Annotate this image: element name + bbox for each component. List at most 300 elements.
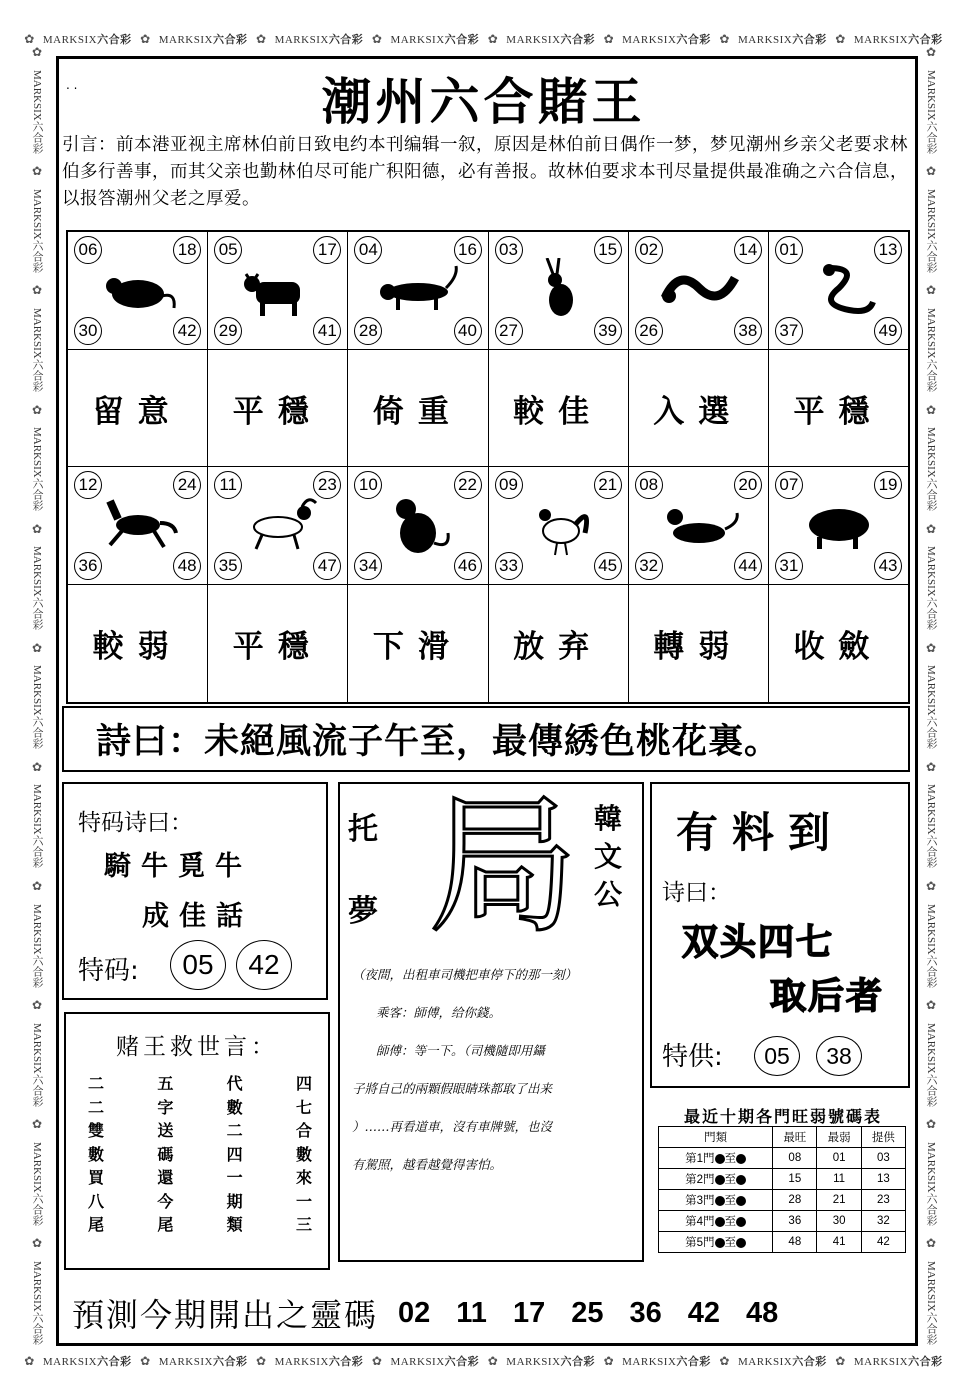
zodiac-status-word: 較弱 <box>68 585 208 702</box>
zodiac-word-row-2 <box>68 585 908 702</box>
zodiac-image-row-1 <box>68 232 908 350</box>
zodiac-status-word: 倚重 <box>348 350 488 467</box>
door-label: 第5門 <box>685 1237 715 1249</box>
brand-logo <box>506 1353 595 1369</box>
horse-icon <box>98 493 178 557</box>
brand-logo <box>923 427 939 511</box>
gambler-char: 七 <box>295 1097 312 1117</box>
brand-text: MARKSIX <box>506 1356 561 1368</box>
zodiac-cell <box>208 467 348 585</box>
brand-logo <box>923 784 939 868</box>
brand-text-cn: 六合彩 <box>31 120 43 154</box>
flower-icon: ✿ <box>31 521 43 536</box>
brand-text-cn: 六合彩 <box>925 358 937 392</box>
zodiac-cell <box>629 232 769 350</box>
gambler-char: 八 <box>88 1191 105 1211</box>
ball-icon <box>715 1196 725 1206</box>
brand-logo <box>29 1023 45 1107</box>
gambler-char: 今 <box>157 1191 174 1211</box>
brand-logo <box>275 1353 364 1369</box>
zodiac-number: 30 <box>74 317 102 345</box>
dream-box <box>338 782 644 1262</box>
prediction-number: 42 <box>687 1296 721 1329</box>
cold-cell: 11 <box>817 1169 861 1190</box>
brand-text-cn: 六合彩 <box>328 33 364 46</box>
brand-text: MARKSIX <box>506 34 561 46</box>
brand-text-cn: 六合彩 <box>31 358 43 392</box>
record-table-title: 最近十期各門旺弱號碼表 <box>683 1107 882 1126</box>
brand-text: MARKSIX <box>925 308 937 359</box>
zodiac-image-row-2 <box>68 467 908 585</box>
brand-text: MARKSIX <box>925 1260 937 1312</box>
hot-cell: 08 <box>773 1148 817 1169</box>
zodiac-number: 14 <box>734 236 762 264</box>
flower-icon: ✿ <box>603 32 614 46</box>
brand-text: MARKSIX <box>925 1022 937 1074</box>
door-label: 第1門 <box>685 1153 715 1165</box>
zodiac-number: 03 <box>495 236 523 264</box>
story-line: 有駕照，越看越覺得害怕。 <box>352 1157 503 1172</box>
flower-icon: ✿ <box>925 521 937 536</box>
zodiac-cell <box>489 232 629 350</box>
brand-text: MARKSIX <box>31 1260 43 1312</box>
gambler-char: 數 <box>88 1144 105 1164</box>
gambler-char: 買 <box>88 1168 105 1187</box>
zodiac-number: 23 <box>313 471 341 499</box>
zodiac-number: 20 <box>734 471 762 499</box>
flower-icon: ✿ <box>719 32 730 46</box>
dream-author <box>594 800 622 914</box>
left-border-strip <box>26 40 48 1350</box>
zodiac-number: 40 <box>454 317 482 345</box>
flower-icon: ✿ <box>140 32 151 46</box>
flower-icon: ✿ <box>835 32 846 46</box>
brand-text-cn: 六合彩 <box>792 33 827 46</box>
gambler-char: 數 <box>226 1097 243 1117</box>
brand-text: MARKSIX <box>622 1356 677 1368</box>
dream-label-2: 夢 <box>348 894 378 929</box>
brand-text: MARKSIX <box>390 34 445 46</box>
zodiac-cell <box>68 467 208 585</box>
flower-icon: ✿ <box>487 32 498 46</box>
zodiac-cell <box>68 232 208 350</box>
gambler-char: 二 <box>88 1074 105 1093</box>
zodiac-number: 09 <box>495 471 523 499</box>
zodiac-number: 38 <box>734 317 762 345</box>
gambler-column <box>227 1072 243 1237</box>
brand-text: MARKSIX <box>925 665 937 717</box>
prediction-number: 36 <box>629 1296 662 1329</box>
brand-text: MARKSIX <box>31 546 43 598</box>
brand-text-cn: 六合彩 <box>908 1355 943 1368</box>
gambler-column <box>296 1072 312 1237</box>
zodiac-number: 15 <box>594 236 622 264</box>
ox-icon <box>238 258 318 322</box>
brand-text: MARKSIX <box>31 308 43 359</box>
zodiac-status-word: 下滑 <box>348 585 488 702</box>
zodiac-number: 37 <box>775 317 803 345</box>
zodiac-number: 47 <box>313 552 341 580</box>
gambler-char: 三 <box>295 1215 312 1234</box>
flower-icon: ✿ <box>835 1354 846 1368</box>
prediction-label: 預測今期開出之靈碼 <box>72 1296 379 1334</box>
youliao-poem-line-2: 取后者 <box>770 976 885 1017</box>
brand-text-cn: 六合彩 <box>560 1355 596 1368</box>
gambler-char: 字 <box>157 1097 174 1117</box>
door-cell <box>659 1169 773 1190</box>
flower-icon: ✿ <box>31 1117 43 1132</box>
dog-icon <box>659 493 739 557</box>
record-row <box>659 1169 906 1190</box>
door-label: 第3門 <box>685 1195 715 1207</box>
ball-icon <box>736 1175 746 1185</box>
brand-text-cn: 六合彩 <box>31 477 43 511</box>
story-line: 師傅：等一下。（司機隨即用鑷 <box>376 1043 545 1058</box>
zodiac-cell <box>489 467 629 585</box>
flower-icon: ✿ <box>24 32 35 46</box>
ball-icon <box>715 1238 725 1248</box>
flower-icon: ✿ <box>925 878 937 893</box>
brand-text-cn: 六合彩 <box>31 716 43 750</box>
flower-icon: ✿ <box>31 402 43 417</box>
zodiac-number: 21 <box>594 471 622 499</box>
flower-icon: ✿ <box>255 1354 267 1368</box>
gambler-char: 四 <box>295 1074 312 1093</box>
special-poem-line-2: 成佳話 <box>142 901 253 932</box>
youliao-box <box>650 782 910 1088</box>
brand-text: MARKSIX <box>31 1141 43 1193</box>
brand-logo <box>738 1353 827 1369</box>
brand-text-cn: 六合彩 <box>676 33 711 46</box>
give-cell: 32 <box>861 1211 905 1232</box>
brand-logo <box>622 1353 711 1369</box>
zodiac-number: 39 <box>594 317 622 345</box>
cold-cell: 01 <box>817 1148 861 1169</box>
story-line: （夜間，出租車司機把車停下的那一刻） <box>352 967 578 982</box>
gambler-char: 四 <box>226 1144 243 1164</box>
dream-author-char: 文 <box>594 840 623 873</box>
header-dots: . . <box>66 78 78 92</box>
brand-text-cn: 六合彩 <box>31 1192 43 1226</box>
flower-icon: ✿ <box>31 878 43 893</box>
brand-text: MARKSIX <box>853 34 909 46</box>
brand-text-cn: 六合彩 <box>925 835 937 869</box>
brand-text: MARKSIX <box>274 1356 329 1368</box>
special-code-box <box>62 782 328 1000</box>
brand-text-cn: 六合彩 <box>31 835 43 869</box>
ball-icon <box>715 1217 725 1227</box>
brand-text-cn: 六合彩 <box>97 33 132 46</box>
flower-icon: ✿ <box>925 1236 937 1251</box>
zodiac-number: 01 <box>775 236 803 264</box>
gambler-char: 送 <box>157 1121 174 1140</box>
flower-icon: ✿ <box>371 32 382 46</box>
youliao-code-2: 38 <box>816 1036 862 1076</box>
zodiac-number: 28 <box>354 317 382 345</box>
gambler-char: 尾 <box>88 1215 105 1234</box>
zodiac-grid <box>66 230 910 704</box>
gambler-column <box>157 1072 173 1237</box>
story-line: 子將自己的兩顆假眼睛珠都取了出来 <box>352 1081 553 1096</box>
brand-logo <box>29 904 45 988</box>
gambler-char: 還 <box>157 1168 174 1187</box>
brand-text: MARKSIX <box>42 1356 98 1368</box>
zodiac-number: 13 <box>874 236 902 264</box>
brand-logo <box>29 1142 45 1226</box>
snake-icon <box>799 258 879 322</box>
brand-text-cn: 六合彩 <box>212 33 248 46</box>
gambler-char: 期 <box>226 1191 243 1211</box>
zodiac-cell <box>208 232 348 350</box>
brand-logo <box>923 1261 939 1345</box>
zodiac-number: 19 <box>874 471 902 499</box>
brand-text-cn: 六合彩 <box>925 597 937 631</box>
flower-icon: ✿ <box>603 1354 614 1368</box>
zodiac-status-word: 轉弱 <box>629 585 769 702</box>
brand-text-cn: 六合彩 <box>925 954 937 988</box>
bottom-border-strip <box>20 1350 947 1372</box>
zodiac-number: 32 <box>635 552 663 580</box>
brand-logo <box>622 31 711 47</box>
zodiac-number: 35 <box>214 552 242 580</box>
hot-cell: 28 <box>773 1190 817 1211</box>
rat-icon <box>98 258 178 322</box>
special-code-1: 05 <box>170 940 226 990</box>
hot-cell: 48 <box>773 1232 817 1253</box>
youliao-heading: 有料到 <box>676 808 845 857</box>
brand-text-cn: 六合彩 <box>31 597 43 631</box>
zodiac-number: 05 <box>214 236 242 264</box>
ball-icon <box>736 1154 746 1164</box>
brand-text-cn: 六合彩 <box>925 120 937 154</box>
zodiac-number: 08 <box>635 471 663 499</box>
brand-logo <box>923 1142 939 1226</box>
cold-cell: 21 <box>817 1190 861 1211</box>
dream-story <box>352 956 642 1184</box>
youliao-poem-line-1: 双头四七 <box>682 922 835 963</box>
youliao-code-1: 05 <box>754 1036 800 1076</box>
flower-icon: ✿ <box>31 759 43 774</box>
door-cell <box>659 1232 773 1253</box>
dragon-icon <box>659 258 739 322</box>
zodiac-status-word: 入選 <box>629 350 769 467</box>
brand-text: MARKSIX <box>31 784 43 836</box>
zodiac-number: 12 <box>74 471 102 499</box>
brand-text-cn: 六合彩 <box>925 716 937 750</box>
zodiac-number: 42 <box>173 317 201 345</box>
record-table-header <box>659 1127 906 1148</box>
ball-icon <box>736 1196 746 1206</box>
brand-logo <box>923 189 939 273</box>
goat-icon <box>238 493 318 557</box>
gambler-char: 碼 <box>157 1144 174 1164</box>
brand-text-cn: 六合彩 <box>925 1073 937 1107</box>
brand-text-cn: 六合彩 <box>676 1355 711 1368</box>
brand-text: MARKSIX <box>925 784 937 836</box>
zodiac-number: 04 <box>354 236 382 264</box>
range-label: 至 <box>724 1237 737 1249</box>
flower-icon: ✿ <box>371 1354 382 1368</box>
pig-icon <box>799 493 879 557</box>
gambler-char: 五 <box>157 1074 174 1093</box>
flower-icon: ✿ <box>31 640 43 655</box>
brand-logo <box>43 31 132 47</box>
brand-logo <box>854 1353 943 1369</box>
brand-logo <box>923 904 939 988</box>
zodiac-status-word: 放弃 <box>489 585 629 702</box>
dream-big-char: 局 <box>428 780 579 954</box>
brand-text: MARKSIX <box>925 427 937 478</box>
brand-text-cn: 六合彩 <box>925 1192 937 1226</box>
zodiac-status-word: 收斂 <box>793 629 884 665</box>
zodiac-status-word: 平穩 <box>769 350 908 467</box>
gambler-char: 雙 <box>88 1121 105 1140</box>
record-row <box>659 1211 906 1232</box>
zodiac-number: 49 <box>874 317 902 345</box>
zodiac-number: 43 <box>874 552 902 580</box>
brand-text: MARKSIX <box>158 34 213 46</box>
brand-text-cn: 六合彩 <box>560 33 596 46</box>
brand-logo <box>506 31 595 47</box>
flower-icon: ✿ <box>255 32 267 46</box>
zodiac-number: 17 <box>313 236 341 264</box>
zodiac-number: 31 <box>775 552 803 580</box>
brand-text-cn: 六合彩 <box>444 33 480 46</box>
tiger-icon <box>378 258 458 322</box>
door-cell <box>659 1190 773 1211</box>
main-poem: 詩曰：未絕風流子午至，最傳綉色桃花裏。 <box>62 706 910 772</box>
special-code-label: 特码: <box>78 956 139 986</box>
top-border-strip <box>20 28 947 50</box>
zodiac-status-word: 較佳 <box>489 350 629 467</box>
zodiac-word-row-1 <box>68 350 908 467</box>
zodiac-number: 29 <box>214 317 242 345</box>
brand-text-cn: 六合彩 <box>31 954 43 988</box>
flower-icon: ✿ <box>140 1354 151 1368</box>
brand-text: MARKSIX <box>622 34 677 46</box>
record-row <box>659 1232 906 1253</box>
zodiac-number: 11 <box>214 471 242 499</box>
gambler-saying-box <box>64 1012 330 1270</box>
zodiac-number: 27 <box>495 317 523 345</box>
brand-text: MARKSIX <box>31 70 43 121</box>
header-cell: 門類 <box>659 1127 773 1148</box>
zodiac-cell <box>769 467 908 585</box>
brand-text: MARKSIX <box>42 34 98 46</box>
brand-logo <box>29 665 45 749</box>
brand-text: MARKSIX <box>274 34 329 46</box>
brand-logo <box>29 784 45 868</box>
brand-text: MARKSIX <box>31 1022 43 1074</box>
prediction-numbers <box>398 1297 778 1330</box>
gambler-saying-columns <box>88 1072 312 1237</box>
monkey-icon <box>378 493 458 557</box>
zodiac-number: 46 <box>454 552 482 580</box>
brand-logo <box>923 1023 939 1107</box>
gambler-char: 一 <box>226 1168 243 1187</box>
brand-text-cn: 六合彩 <box>212 1355 248 1368</box>
brand-text: MARKSIX <box>925 189 937 240</box>
prediction-number: 17 <box>512 1296 546 1329</box>
brand-text: MARKSIX <box>158 1356 213 1368</box>
gambler-column <box>88 1072 104 1237</box>
zodiac-number: 22 <box>454 471 482 499</box>
zodiac-cell <box>348 232 488 350</box>
brand-text-cn: 六合彩 <box>31 239 43 273</box>
zodiac-number: 07 <box>775 471 803 499</box>
flower-icon: ✿ <box>31 997 43 1012</box>
brand-logo <box>29 1261 45 1345</box>
brand-logo <box>159 1353 248 1369</box>
zodiac-cell <box>348 467 488 585</box>
flower-icon: ✿ <box>925 402 937 417</box>
story-line: 乘客：師傅，给你錢。 <box>376 1005 502 1020</box>
zodiac-number: 06 <box>74 236 102 264</box>
range-label: 至 <box>724 1195 737 1207</box>
zodiac-number: 33 <box>495 552 523 580</box>
brand-logo <box>275 31 364 47</box>
zodiac-cell <box>629 467 769 585</box>
page-title: 潮州六合賭王 <box>321 72 646 131</box>
dream-label-1: 托 <box>348 812 378 847</box>
zodiac-number: 48 <box>173 552 201 580</box>
youliao-supply-label: 特供: <box>662 1042 723 1072</box>
brand-text: MARKSIX <box>31 665 43 717</box>
record-row <box>659 1148 906 1169</box>
brand-logo <box>923 665 939 749</box>
give-cell: 42 <box>861 1232 905 1253</box>
rooster-icon <box>519 493 599 557</box>
brand-text: MARKSIX <box>925 1141 937 1193</box>
brand-logo <box>29 427 45 511</box>
range-label: 至 <box>724 1174 737 1186</box>
zodiac-number: 41 <box>313 317 341 345</box>
gambler-char: 代 <box>226 1074 243 1093</box>
brand-text-cn: 六合彩 <box>792 1355 827 1368</box>
flower-icon: ✿ <box>925 759 937 774</box>
door-cell <box>659 1211 773 1232</box>
gambler-char: 一 <box>295 1191 312 1211</box>
flower-icon: ✿ <box>31 45 43 60</box>
special-code-2: 42 <box>236 940 292 990</box>
ball-icon <box>736 1238 746 1248</box>
brand-text-cn: 六合彩 <box>31 1073 43 1107</box>
brand-text: MARKSIX <box>925 903 937 955</box>
give-cell: 03 <box>861 1148 905 1169</box>
zodiac-number: 34 <box>354 552 382 580</box>
header-cell: 最旺 <box>773 1127 817 1148</box>
cold-cell: 41 <box>817 1232 861 1253</box>
zodiac-number: 02 <box>635 236 663 264</box>
gambler-char: 類 <box>226 1215 243 1234</box>
flower-icon: ✿ <box>31 1236 43 1251</box>
door-cell <box>659 1148 773 1169</box>
dream-author-char: 公 <box>594 878 623 911</box>
flower-icon: ✿ <box>24 1354 35 1368</box>
ball-icon <box>736 1217 746 1227</box>
brand-text: MARKSIX <box>31 427 43 478</box>
brand-text-cn: 六合彩 <box>444 1355 480 1368</box>
brand-logo <box>159 31 248 47</box>
brand-text: MARKSIX <box>390 1356 445 1368</box>
zodiac-number: 18 <box>173 236 201 264</box>
brand-logo <box>29 189 45 273</box>
zodiac-number: 10 <box>354 471 382 499</box>
flower-icon: ✿ <box>925 164 937 179</box>
rabbit-icon <box>519 258 599 322</box>
flower-icon: ✿ <box>719 1354 730 1368</box>
hot-cell: 36 <box>773 1211 817 1232</box>
